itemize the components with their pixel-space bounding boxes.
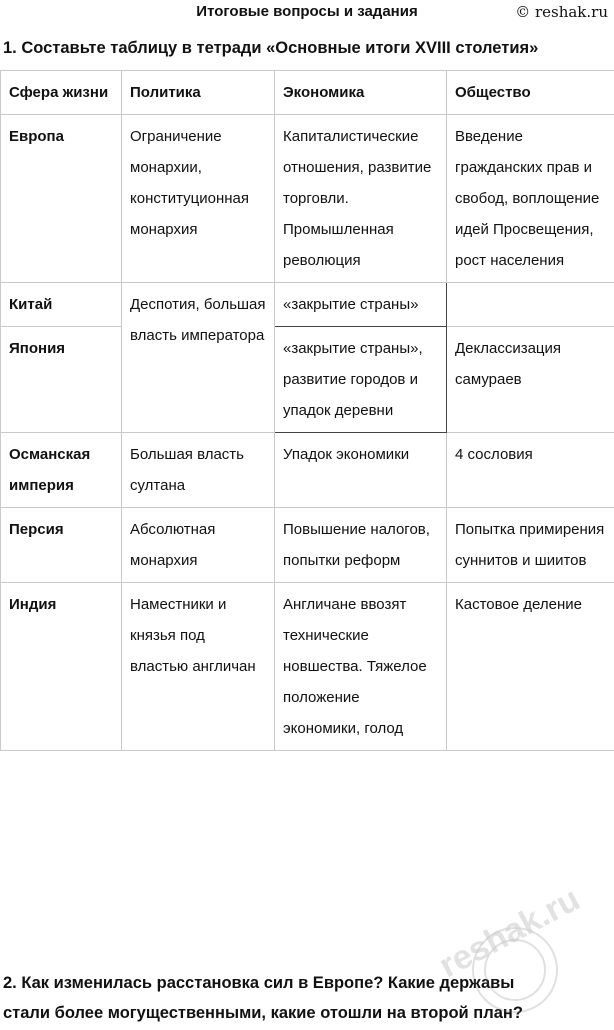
header-sphere: Сфера жизни [1,71,122,115]
cell-persia-economy: Повышение налогов, попытки реформ [275,508,447,583]
task-1-heading: 1. Составьте таблицу в тетради «Основные итоги XVIII столетия» [3,36,614,60]
cell-china-japan-politics: Деспотия, большая власть императора [122,283,275,433]
table-row-china [1,283,614,327]
table-row-ottoman [1,433,614,508]
cell-india-politics: Наместники и князья под властью англичан [122,583,275,751]
cell-persia-society: Попытка примирения суннитов и шиитов [447,508,614,583]
header-economy: Экономика [275,71,447,115]
cell-europe-region: Европа [1,115,122,283]
cell-ottoman-politics: Большая власть султана [122,433,275,508]
cell-persia-region: Персия [1,508,122,583]
watermark-text: reshak.ru [433,880,586,985]
cell-japan-society: Деклассизация самураев [447,327,614,433]
results-table [0,70,614,751]
cell-japan-economy: «закрытие страны», развитие городов и упадок деревни [275,327,447,433]
cell-ottoman-economy: Упадок экономики [275,433,447,508]
table-row-persia [1,508,614,583]
table-row-europe [1,115,614,283]
task-2-question [3,968,614,1028]
header-politics: Политика [122,71,275,115]
cell-persia-politics: Абсолютная монархия [122,508,275,583]
cell-india-economy: Англичане ввозят технические новшества. Тяжелое положение экономики, голод [275,583,447,751]
cell-india-region: Индия [1,583,122,751]
cell-europe-economy: Капиталистические отношения, развитие торговли. Промышленная революция [275,115,447,283]
cell-europe-politics: Ограничение монархии, конституционная монархия [122,115,275,283]
table-header-row [1,71,614,115]
cell-europe-society: Введение гражданских прав и свобод, воплощение идей Просвещения, рост населения [447,115,614,283]
cell-china-economy: «закрытие страны» [275,283,447,327]
site-copyright: © reshak.ru [515,0,608,24]
table-row-japan [1,327,614,433]
table-row-india [1,583,614,751]
cell-ottoman-region: Османская империя [1,433,122,508]
cell-japan-region: Япония [1,327,122,433]
cell-ottoman-society: 4 сословия [447,433,614,508]
header-society: Общество [447,71,614,115]
cell-india-society: Кастовое деление [447,583,614,751]
cell-china-society [447,283,614,327]
page-title-text: Итоговые вопросы и задания [196,3,417,20]
task-2-line-1: 2. Как изменилась расстановка сил в Европе? Какие державы [3,968,614,998]
task-2-line-2: стали более могущественными, какие отошли на второй план? [3,998,614,1028]
cell-china-region: Китай [1,283,122,327]
